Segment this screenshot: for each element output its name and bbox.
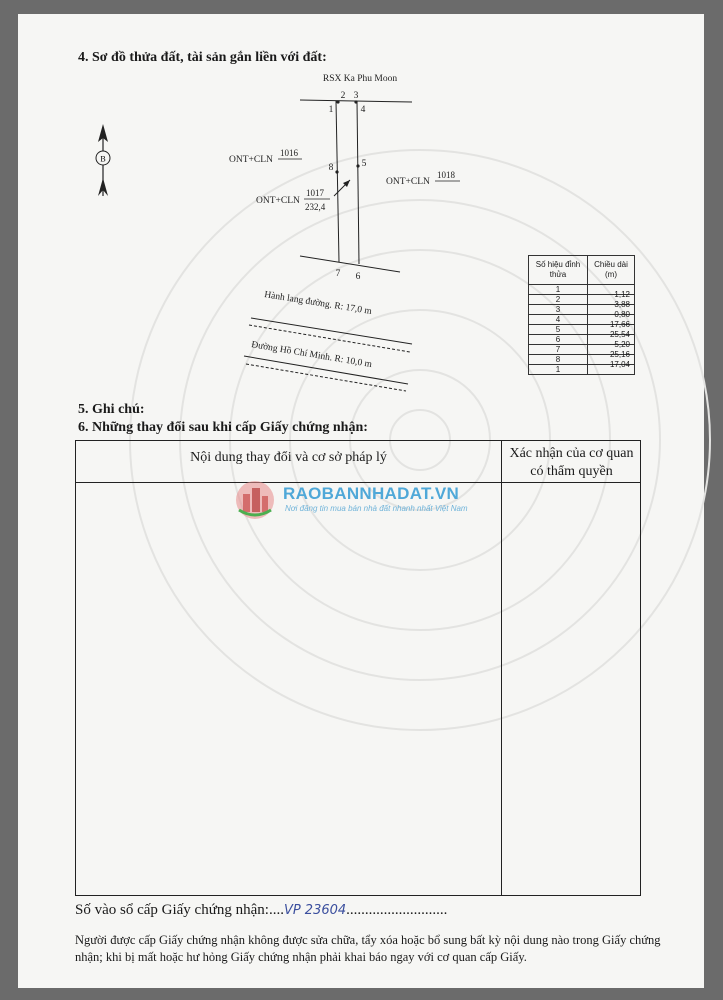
- changes-content-header: Nội dung thay đổi và cơ sở pháp lý: [190, 450, 387, 465]
- section-6-title: 6. Những thay đổi sau khi cấp Giấy chứng nhận:: [78, 420, 368, 435]
- point-label: 6: [355, 272, 361, 282]
- road-label: Đường Hồ Chí Minh. R: 10,0 m: [250, 340, 373, 371]
- table-row: 1 1,12: [529, 285, 635, 295]
- left-parcel-label: ONT+CLN: [229, 155, 273, 165]
- table-row: 7 25,16: [529, 345, 635, 355]
- edge-lengths-table: [528, 255, 635, 375]
- right-parcel-number: 1018: [437, 170, 455, 180]
- top-road-label: RSX Ka Phu Moon: [322, 74, 398, 84]
- table-row: 8 17,04: [529, 355, 635, 365]
- site-watermark-logo: [233, 480, 523, 520]
- corridor-label: Hành lang đường. R: 17,0 m: [263, 290, 373, 317]
- section-4-title: 4. Sơ đồ thửa đất, tài sản gắn liền với đất:: [78, 50, 327, 65]
- registration-number: VP 23604: [283, 903, 347, 918]
- right-parcel-label: ONT+CLN: [386, 177, 430, 187]
- logo-title: RAOBANNHADAT.VN: [283, 484, 460, 503]
- north-arrow-icon: [96, 124, 110, 196]
- table-row: 1: [529, 365, 635, 375]
- table-row: 4 17,66: [529, 315, 635, 325]
- point-label: 2: [340, 91, 346, 101]
- section-5-title: 5. Ghi chú:: [78, 402, 145, 417]
- logo-tagline: Nơi đăng tin mua bán nhà đất nhanh nhất Việt Nam: [285, 504, 468, 513]
- table-row: 5 25,54: [529, 325, 635, 335]
- point-label: 8: [328, 163, 334, 173]
- main-parcel-area: 232,4: [305, 202, 326, 212]
- north-letter: B: [100, 154, 106, 164]
- length-header: Chiều dài (m): [588, 256, 635, 285]
- point-label: 4: [360, 105, 366, 115]
- table-row: 2 3,88: [529, 295, 635, 305]
- table-row: 6 5,20: [529, 335, 635, 345]
- point-label: 3: [353, 91, 359, 101]
- point-label: 7: [335, 269, 341, 279]
- table-row: 3 0,80: [529, 305, 635, 315]
- point-label: 1: [328, 105, 334, 115]
- authority-confirmation-header: Xác nhận của cơ quan có thẩm quyền: [509, 446, 634, 479]
- main-parcel-label: ONT+CLN: [256, 196, 300, 206]
- left-parcel-number: 1016: [280, 148, 298, 158]
- point-label: 5: [361, 159, 367, 169]
- main-parcel-number: 1017: [306, 188, 324, 198]
- notice-text: Người được cấp Giấy chứng nhận không được sửa chữa, tẩy xóa hoặc bổ sung bất kỳ nội dung nào trong Giấy chứng nhận; khi bị mất hoặc hư hỏng Giấy chứng nhận phải khai báo ngay với cơ quan cấp Giấy.: [75, 933, 661, 964]
- point-header: Số hiệu đỉnh thửa: [529, 256, 588, 285]
- building-logo-icon: [233, 480, 277, 520]
- registration-label: Số vào sổ cấp Giấy chứng nhận:: [75, 902, 269, 918]
- registration-line: Số vào sổ cấp Giấy chứng nhận:....VP 23604...........................: [75, 902, 448, 918]
